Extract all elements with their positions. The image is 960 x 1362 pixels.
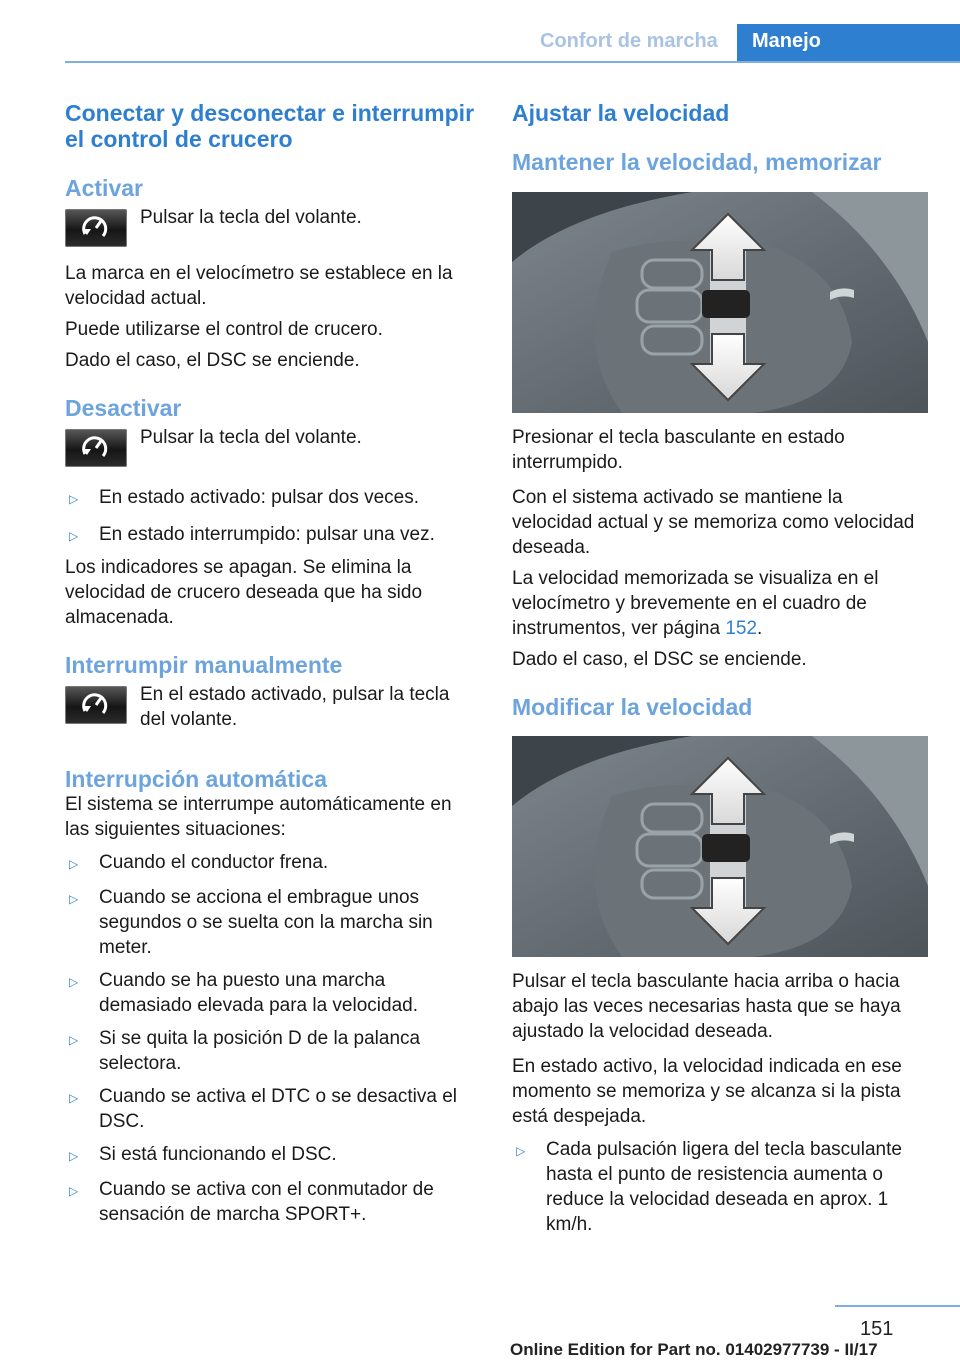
key-row-desactivar	[65, 425, 481, 485]
cruise-control-button-icon	[65, 686, 127, 724]
triangle-bullet-icon: ▷	[69, 857, 79, 871]
heading-interrupcion-automatica: Interrupción automática	[65, 766, 327, 792]
key-text-manual: En el estado activado, pulsar la tecla del volante.	[140, 684, 450, 730]
paragraph: Pulsar el tecla basculante hacia arriba o hacia abajo las veces necesarias hasta que se haya ajustado la velocidad deseada.	[512, 971, 901, 1042]
triangle-bullet-icon: ▷	[69, 529, 79, 543]
paragraph: Dado el caso, el DSC se enciende.	[512, 649, 807, 670]
list-item	[65, 885, 481, 960]
list-item-text: Cuando se activa con el conmutador de sensación de marcha SPORT+.	[99, 1179, 434, 1225]
paragraph: Puede utilizarse el control de crucero.	[65, 319, 383, 340]
triangle-bullet-icon: ▷	[69, 1149, 79, 1163]
header-chapter-tab	[737, 24, 960, 62]
steering-wheel-rocker-photo	[512, 736, 928, 957]
paragraph: Presionar el tecla basculante en estado interrumpido.	[512, 427, 845, 473]
paragraph-text: La velocidad memorizada se visualiza en el velocímetro y brevemente en el cuadro de instrumentos, ver página	[512, 568, 879, 639]
cruise-control-button-icon	[65, 429, 127, 467]
section-title-ajustar-velocidad: Ajustar la velocidad	[512, 100, 730, 126]
section-title-cruise-control: Conectar y desconectar e interrumpir el control de crucero	[65, 100, 475, 152]
list-item-text: Cuando se acciona el embrague unos segundos o se suelta con la marcha sin meter.	[99, 887, 433, 958]
triangle-bullet-icon: ▷	[69, 1033, 79, 1047]
list-item-text: En estado interrumpido: pulsar una vez.	[99, 524, 435, 545]
triangle-bullet-icon: ▷	[516, 1144, 526, 1158]
list-item-text: En estado activado: pulsar dos veces.	[99, 487, 420, 508]
header-section-title: Confort de marcha	[540, 30, 718, 52]
list-item-text: Si se quita la posición D de la palanca selectora.	[99, 1028, 421, 1074]
list-item	[65, 968, 481, 1018]
heading-modificar-velocidad: Modificar la velocidad	[512, 694, 753, 720]
paragraph: Los indicadores se apagan. Se elimina la velocidad de crucero deseada que ha sido almacenada.	[65, 557, 423, 628]
key-text-desactivar: Pulsar la tecla del volante.	[140, 427, 362, 448]
edition-note: Online Edition for Part no. 01402977739 - II/17	[510, 1340, 878, 1359]
list-item-text: Si está funcionando el DSC.	[99, 1144, 337, 1165]
heading-activar: Activar	[65, 175, 143, 201]
cruise-control-button-icon	[65, 209, 127, 247]
header-divider	[65, 61, 960, 63]
list-item	[65, 850, 481, 877]
paragraph: En estado activo, la velocidad indicada en ese momento se memoriza y se alcanza si la pista está despejada.	[512, 1056, 902, 1127]
key-row-activar	[65, 205, 481, 261]
key-text-activar: Pulsar la tecla del volante.	[140, 207, 362, 228]
paragraph: Dado el caso, el DSC se enciende.	[65, 350, 360, 371]
list-item-text: Cuando se activa el DTC o se desactiva el DSC.	[99, 1086, 458, 1132]
key-row-manual	[65, 682, 481, 750]
triangle-bullet-icon: ▷	[69, 975, 79, 989]
left-column	[65, 100, 481, 1227]
triangle-bullet-icon: ▷	[69, 892, 79, 906]
header-chapter-label: Manejo	[752, 30, 821, 52]
heading-mantener-velocidad: Mantener la velocidad, memorizar	[512, 149, 882, 175]
page-header	[0, 0, 960, 64]
list-item	[65, 1142, 481, 1169]
list-item	[65, 1177, 481, 1227]
list-item	[65, 485, 481, 512]
list-item-text: Cuando el conductor frena.	[99, 852, 329, 873]
footer-divider	[835, 1305, 960, 1307]
paragraph: Con el sistema activado se mantiene la velocidad actual y se memoriza como velocidad deseada.	[512, 487, 915, 558]
paragraph-text: .	[757, 618, 763, 639]
triangle-bullet-icon: ▷	[69, 492, 79, 506]
paragraph	[512, 566, 928, 641]
heading-interrumpir-manualmente: Interrumpir manualmente	[65, 652, 343, 678]
page-reference-link[interactable]: 152	[725, 618, 758, 639]
list-item	[512, 1137, 928, 1237]
list-item	[65, 522, 481, 549]
steering-wheel-rocker-photo	[512, 192, 928, 413]
list-item	[65, 1084, 481, 1134]
paragraph: La marca en el velocímetro se establece en la velocidad actual.	[65, 263, 453, 309]
heading-desactivar: Desactivar	[65, 395, 182, 421]
triangle-bullet-icon: ▷	[69, 1091, 79, 1105]
list-item-text: Cada pulsación ligera del tecla basculante hasta el punto de resistencia aumenta o reduce la velocidad deseada en aprox. 1 km/h.	[546, 1139, 902, 1235]
list-item	[65, 1026, 481, 1076]
paragraph: El sistema se interrumpe automáticamente en las siguientes situaciones:	[65, 794, 452, 840]
right-column	[512, 100, 928, 1237]
page-number: 151	[860, 1318, 894, 1340]
triangle-bullet-icon: ▷	[69, 1184, 79, 1198]
list-item-text: Cuando se ha puesto una marcha demasiado elevada para la velocidad.	[99, 970, 418, 1016]
